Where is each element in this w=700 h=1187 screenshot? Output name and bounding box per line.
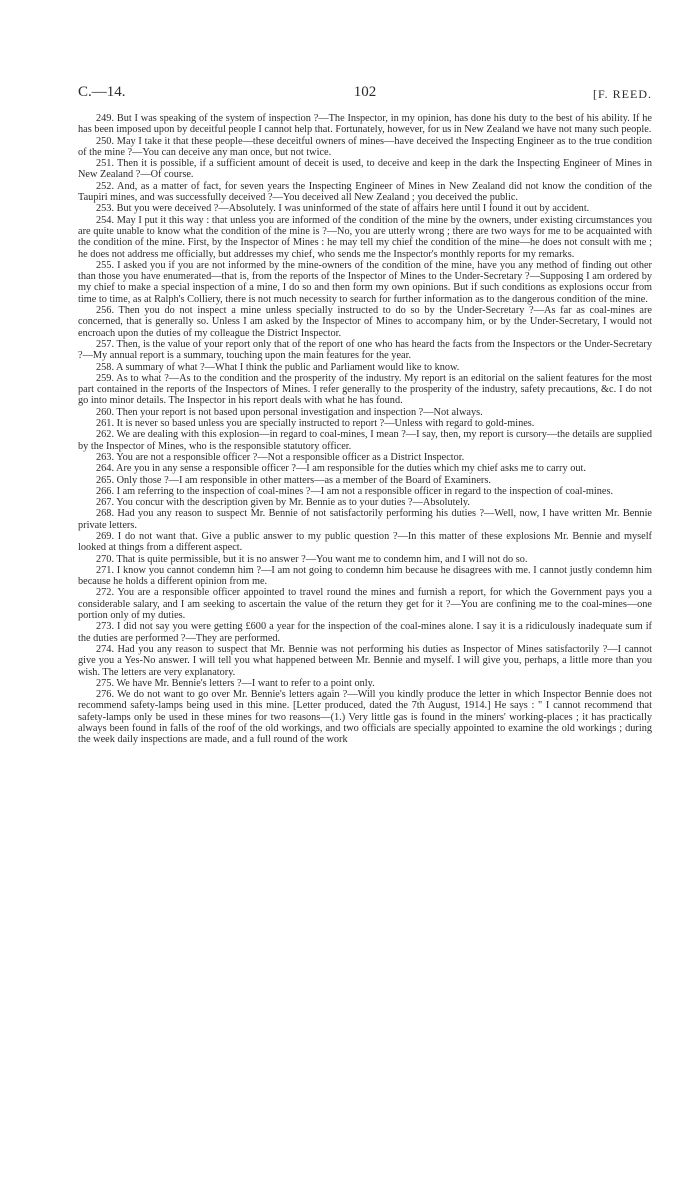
testimony-paragraph: 274. Had you any reason to suspect that Mr. Bennie was not performing his duties as Inspector of Mines satisfactorily ?—I cannot give you a Yes-No answer. I will tell you what happened between Mr. Bennie and myself. I will give you, perhaps, a little more than you wish. The letters are very explanatory. (78, 643, 652, 678)
testimony-paragraph: 272. You are a responsible officer appointed to travel round the mines and furnish a report, for which the Government pays you a considerable salary, and I am seeking to ascertain the value of the return they get for it ?—You are confining me to the coal-mines—one portion only of my duties. (78, 587, 652, 622)
testimony-paragraph: 265. Only those ?—I am responsible in other matters—as a member of the Board of Examiners. (96, 474, 491, 486)
testimony-paragraph: 251. Then it is possible, if a sufficient amount of deceit is used, to deceive and keep in the dark the Inspecting Engineer of Mines in New Zealand ?—Of course. (78, 158, 652, 181)
testimony-paragraph: 252. And, as a matter of fact, for seven years the Inspecting Engineer of Mines in New Zealand did not know the condition of the Taupiri mines, and was successfully deceived ?—You deceived all New Zealand ; you deceived the public. (78, 180, 652, 204)
page-number: 102 (353, 84, 377, 100)
testimony-paragraph: 254. May I put it this way : that unless you are informed of the condition of the mine by the owners, under existing circumstances you are quite unable to know what the condition of the mine is ?—No, you are utterly wrong ; there are two ways for me to be acquainted with the condition of the mine. First, by the Inspector of Mines : he may tell my chief the condition of the mine—he does not consult with me ; he does not address me officially, but addresses my chief, who sends me the Inspector's monthly reports for my remarks. (78, 214, 652, 260)
testimony-paragraph: 261. It is never so based unless you are specially instructed to report ?—Unless with regard to gold-mines. (96, 418, 535, 430)
testimony-paragraph: 256. Then you do not inspect a mine unless specially instructed to do so by the Under-Secretary ?—As far as coal-mines are concerned, that is generally so. Unless I am asked by the Inspector of Mines to accompany him, or by the Under-Secretary, I would not encroach upon the duties of my colleague the District Inspector. (78, 305, 652, 339)
testimony-paragraph: 259. As to what ?—As to the condition and the prosperity of the industry. My report is an editorial on the salient features for the most part contained in the reports of the Inspectors of Mines. I refer generally to the prosperity of the industry, safety precautions, &c. I do not go into minor details. The Inspector in his report deals with what he has found. (78, 372, 652, 407)
testimony-paragraph: 268. Had you any reason to suspect Mr. Bennie of not satisfactorily performing his duties ?—Well, now, I have written Mr. Bennie private letters. (78, 508, 652, 531)
testimony-paragraph: 275. We have Mr. Bennie's letters ?—I want to refer to a point only. (96, 677, 375, 689)
testimony-paragraph: 267. You concur with the description given by Mr. Bennie as to your duties ?—Absolutely. (96, 497, 470, 509)
testimony-paragraph: 266. I am referring to the inspection of coal-mines ?—I am not a responsible officer in regard to the inspection of coal-mines. (96, 485, 614, 497)
testimony-paragraph: 270. That is quite permissible, but it is no answer ?—You want me to condemn him, and I will not do so. (96, 553, 528, 565)
testimony-paragraph: 260. Then your report is not based upon personal investigation and inspection ?—Not always. (96, 406, 483, 418)
testimony-paragraph: 276. We do not want to go over Mr. Bennie's letters again ?—Will you kindly produce the letter in which Inspector Bennie does not recommend safety-lamps being used in this mine. [Letter produced, dated the 7th August, 1914.] He says : " I cannot recommend that safety-lamps only be used in these mines for two reasons—(1.) Very little gas is found in the miners' working-places ; it has practically always been found in falls of the roof of the old workings, and two officials are specially appointed to examine the old workings ; during the week daily inspections are made, and a full round of the work (78, 689, 652, 746)
testimony-paragraph: 273. I did not say you were getting £600 a year for the inspection of the coal-mines alone. I say it is a ridiculously inadequate sum if the duties are performed ?—They are performed. (78, 621, 652, 644)
witness-name: [F. REED. (592, 87, 652, 101)
testimony-paragraph: 249. But I was speaking of the system of inspection ?—The Inspector, in my opinion, has done his duty to the best of his ability. If he has been imposed upon by deceitful people I cannot help that. Fortunately, however, for us in New Zealand we have not many such people. (78, 113, 652, 136)
testimony-paragraph: 269. I do not want that. Give a public answer to my public question ?—In this matter of these explosions Mr. Bennie and myself looked at things from a different aspect. (78, 530, 652, 554)
document-reference: C.—14. (78, 84, 126, 100)
testimony-paragraph: 264. Are you in any sense a responsible officer ?—I am responsible for the duties which my chief asks me to carry out. (96, 463, 586, 475)
testimony-paragraph: 271. I know you cannot condemn him ?—I am not going to condemn him because he disagrees with me. I cannot justly condemn him because he holds a different opinion from me. (78, 564, 652, 588)
testimony-paragraph: 263. You are not a responsible officer ?—Not a responsible officer as a District Inspector. (96, 451, 465, 463)
testimony-body (78, 113, 652, 746)
testimony-paragraph: 262. We are dealing with this explosion—in regard to coal-mines, I mean ?—I say, then, my report is cursory—the details are supplied by the Inspector of Mines, who is the responsible statutory officer. (78, 429, 652, 452)
testimony-paragraph: 258. A summary of what ?—What I think the public and Parliament would like to know. (96, 361, 460, 373)
testimony-paragraph: 257. Then, is the value of your report only that of the report of one who has heard the facts from the Inspectors or the Under-Secretary ?—My annual report is a summary, touching upon the main features for the year. (78, 338, 652, 362)
testimony-paragraph: 255. I asked you if you are not informed by the mine-owners of the condition of the mine, have you any method of finding out other than those you have enumerated—that is, from the reports of the Inspector of Mines to the Under-Secretary ?—Supposing I am ordered by my chief to make a special inspection of a mine, I do so and then form my own opinions. But if such conditions as explosions occur from time to time, as at Ralph's Colliery, there is not much necessity to search for further information as to the dangerous condition of the mine. (78, 259, 652, 305)
testimony-paragraph: 253. But you were deceived ?—Absolutely. I was uninformed of the state of affairs here until I found it out by accident. (96, 203, 590, 215)
testimony-paragraph: 250. May I take it that these people—these deceitful owners of mines—have deceived the Inspecting Engineer as to the true condition of the mine ?—You can deceive any man once, but not twice. (78, 135, 652, 158)
page-header (78, 84, 652, 104)
